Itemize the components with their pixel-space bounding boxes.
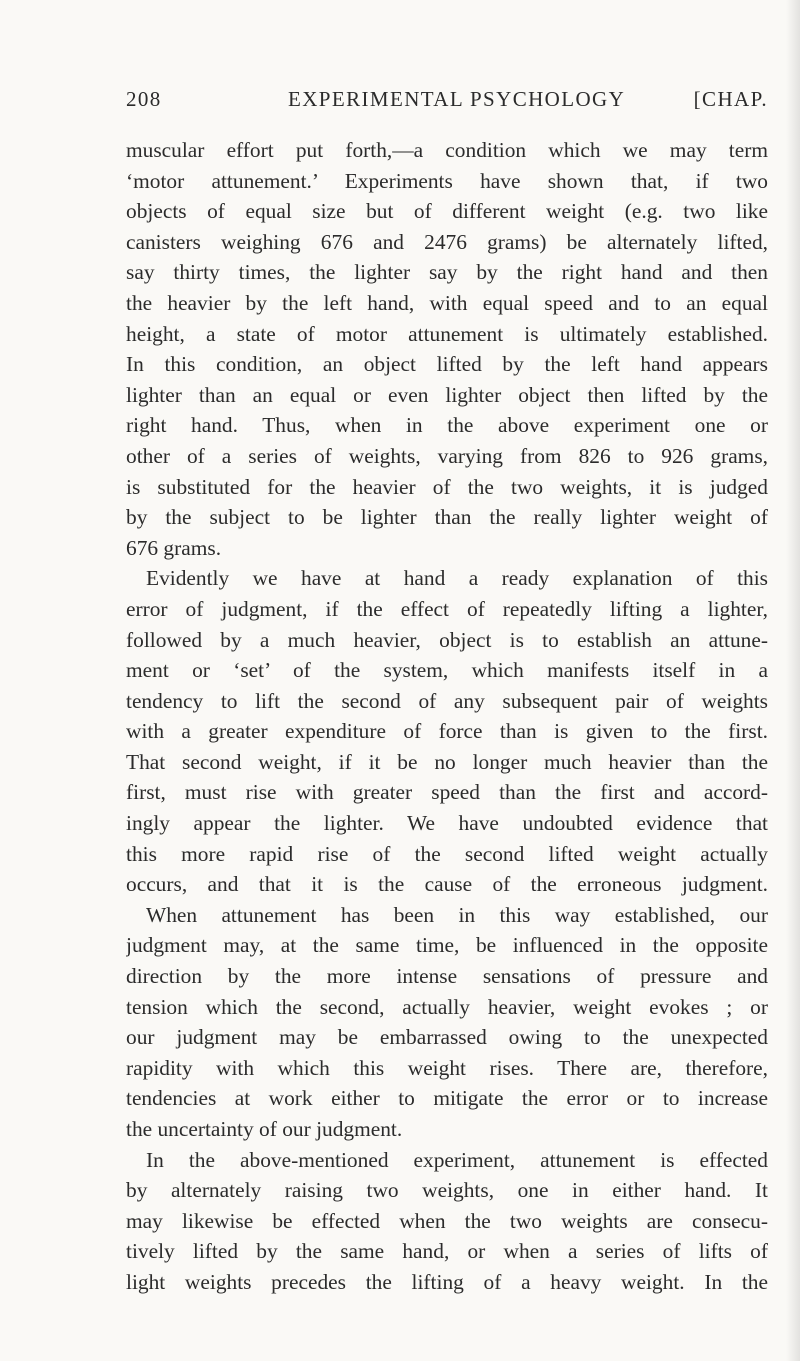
text-line: by alternately raising two weights, one in either hand. It [126, 1178, 768, 1203]
text-line: judgment may, at the same time, be influenced in the opposite [126, 933, 768, 958]
text-line: ingly appear the lighter. We have undoubted evidence that [126, 811, 768, 836]
text-line: right hand. Thus, when in the above experiment one or [126, 413, 768, 438]
page-edge-shadow [786, 0, 800, 1361]
text-line: other of a series of weights, varying from 826 to 926 grams, [126, 443, 768, 468]
paragraph-start-line: In the above-mentioned experiment, attunement is effected [146, 1147, 768, 1172]
running-head [126, 87, 768, 117]
body-text [126, 135, 768, 1298]
paragraph-end-line: the uncertainty of our judgment. [126, 1117, 403, 1141]
text-line: muscular effort put forth,—a condition which we may term [126, 138, 768, 162]
text-line: direction by the more intense sensations of pressure and [126, 964, 768, 989]
text-line: is substituted for the heavier of the two weights, it is judged [126, 474, 768, 499]
text-line: our judgment may be embarrassed owing to the unexpected [126, 1025, 768, 1050]
paragraph-end-line: 676 grams. [126, 535, 222, 560]
paragraph-start-line: Evidently we have at hand a ready explanation of this [146, 566, 768, 591]
running-title: EXPERIMENTAL PSYCHOLOGY [288, 87, 626, 111]
text-line: That second weight, if it be no longer much heavier than the [126, 749, 768, 774]
text-line: light weights precedes the lifting of a heavy weight. In the [126, 1269, 768, 1294]
text-line: occurs, and that it is the cause of the erroneous judgment. [126, 872, 768, 897]
text-line: tendencies at work either to mitigate the error or to increase [126, 1086, 768, 1111]
text-line: ‘motor attunement.’ Experiments have shown that, if two [126, 168, 768, 193]
text-line: tension which the second, actually heavier, weight evokes ; or [126, 994, 768, 1019]
text-line: with a greater expenditure of force than is given to the first. [126, 719, 768, 744]
text-line: followed by a much heavier, object is to establish an attune- [126, 627, 768, 652]
text-line: When attunement has been in this way established, our [146, 902, 768, 927]
text-line: first, must rise with greater speed than the first and accord- [126, 780, 768, 805]
text-line: may likewise be effected when the two weights are consecu- [126, 1208, 768, 1233]
text-line: ment or ‘set’ of the system, which manifests itself in a [126, 658, 768, 683]
text-line: rapidity with which this weight rises. There are, therefore, [126, 1055, 768, 1080]
text-line: say thirty times, the lighter say by the right hand and then [126, 260, 768, 285]
text-line: lighter than an equal or even lighter object then lifted by the [126, 382, 768, 407]
text-line: height, a state of motor attunement is ultimately established. [126, 321, 768, 346]
text-line: by the subject to be lighter than the really lighter weight of [126, 505, 768, 530]
text-line: the heavier by the left hand, with equal speed and to an equal [126, 290, 768, 315]
text-line: tendency to lift the second of any subsequent pair of weights [126, 688, 768, 713]
text-line: canisters weighing 676 and 2476 grams) be alternately lifted, [126, 229, 768, 254]
text-line: tively lifted by the same hand, or when a series of lifts of [126, 1239, 768, 1264]
text-line: this more rapid rise of the second lifted weight actually [126, 841, 768, 866]
page-number: 208 [126, 87, 162, 111]
text-line: In this condition, an object lifted by the left hand appears [126, 352, 768, 377]
text-line: objects of equal size but of different weight (e.g. two like [126, 199, 768, 224]
text-line: error of judgment, if the effect of repeatedly lifting a lighter, [126, 596, 768, 621]
chapter-mark: [CHAP. [693, 87, 768, 111]
